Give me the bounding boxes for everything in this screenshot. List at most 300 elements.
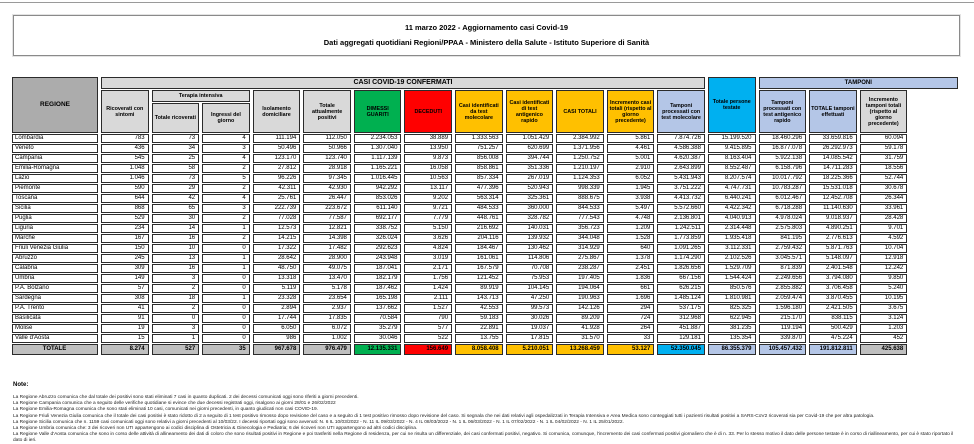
col-header-ti-ingressi: Ingressi del giorno <box>202 103 250 133</box>
table-cell: 344.048 <box>556 234 604 243</box>
table-cell: 149 <box>101 274 149 283</box>
table-cell: 871.839 <box>759 264 807 273</box>
table-cell: 23.328 <box>253 294 301 303</box>
table-cell: 4 <box>202 194 250 203</box>
col-header-tamponi-antigenico: Tamponi processati con test antigenico rapido <box>759 90 807 133</box>
table-cell: 25 <box>152 154 200 163</box>
table-cell: 52.744 <box>860 174 908 183</box>
table-cell: 2.401.548 <box>809 264 857 273</box>
note-item: La Regione Umbria comunica che: 3 dei ricoveri non UTI appartengono ai codici disciplina di Ostetricia & Ginecologia e Pediatria; 6 dei ricoveri non UTI appartengono ad altri codici disciplina. <box>13 426 418 432</box>
table-cell: 537.175 <box>657 304 705 313</box>
table-cell: 2.575.803 <box>759 224 807 233</box>
table-cell: 3.045.571 <box>759 254 807 263</box>
table-cell: 48.750 <box>253 264 301 273</box>
note-item: La Regione Valle d'Aosta comunica che sono in corso delle attività di allineamento dei dati di coloro che sono risultati positivi in Regione e poi trasferiti nella Regione di residenza, per cui ne risulta un differenziale, dei casi confermati positivi, negativo. Si comunica, comunque, l'incremento dei casi confermati positivi giornaliero che è di n. 33. Per lo stesso motivo il dato delle persone testate è in corso di riallineamento, per cui è stato riportato il dato di ieri. <box>13 432 954 444</box>
table-cell: 522 <box>404 334 452 343</box>
report-title-box <box>13 15 960 56</box>
table-cell: 13.268.459 <box>556 344 604 355</box>
table-cell: 13.755 <box>455 334 503 343</box>
table-cell: 451.887 <box>657 324 705 333</box>
table-cell: 356.723 <box>556 224 604 233</box>
region-name: Sardegna <box>12 294 98 303</box>
table-cell: 1 <box>202 254 250 263</box>
table-cell: 2.776.613 <box>809 234 857 243</box>
table-cell: 10.563 <box>404 174 452 183</box>
table-cell: 15.531.018 <box>809 184 857 193</box>
table-cell: 394.744 <box>506 154 554 163</box>
table-cell: 14.085.542 <box>809 154 857 163</box>
col-header-deceduti: DECEDUTI <box>404 90 452 133</box>
table-cell: 1.371.956 <box>556 144 604 153</box>
table-cell: 626.215 <box>657 284 705 293</box>
table-cell: 3.019 <box>404 254 452 263</box>
col-header-isolamento: Isolamento domiciliare <box>253 90 301 133</box>
table-cell: 0 <box>152 314 200 323</box>
total-row <box>12 344 958 355</box>
table-cell: 4.422.342 <box>708 204 756 213</box>
table-cell: 26.344 <box>860 194 908 203</box>
table-cell: 1.210.197 <box>556 164 604 173</box>
table-cell: 49.075 <box>303 264 351 273</box>
table-cell: 1.165.221 <box>354 164 402 173</box>
table-cell: 190.963 <box>556 294 604 303</box>
table-cell: 640 <box>607 244 655 253</box>
table-cell: 0 <box>202 324 250 333</box>
table-cell: 8.058.408 <box>455 344 503 355</box>
table-cell: 1.529.709 <box>708 264 756 273</box>
table-cell: 10.783.287 <box>759 184 807 193</box>
table-cell: 5.210.051 <box>506 344 554 355</box>
table-cell: 1 <box>202 294 250 303</box>
table-cell: 13.318 <box>253 274 301 283</box>
table-cell: 12.573 <box>253 224 301 233</box>
table-cell: 28.428 <box>860 214 908 223</box>
table-cell: 841.195 <box>759 234 807 243</box>
table-cell: 3.626 <box>404 234 452 243</box>
table-cell: 4.824 <box>404 244 452 253</box>
table-cell: 52.350.045 <box>657 344 705 355</box>
table-row <box>12 184 958 193</box>
table-cell: 1.424 <box>404 284 452 293</box>
table-cell: 143.713 <box>455 294 503 303</box>
table-cell: 888.675 <box>556 194 604 203</box>
table-cell: 1.596.180 <box>759 304 807 313</box>
table-cell: 1.945 <box>607 184 655 193</box>
table-cell: 50.966 <box>303 144 351 153</box>
table-cell: 5 <box>202 174 250 183</box>
table-cell: 28.918 <box>303 164 351 173</box>
table-cell: 8.163.404 <box>708 154 756 163</box>
table-cell: 70.584 <box>354 314 402 323</box>
table-cell: 661 <box>607 284 655 293</box>
table-cell: 856.008 <box>455 154 503 163</box>
table-row <box>12 334 958 343</box>
table-cell: 2.102.526 <box>708 254 756 263</box>
table-cell: 18.460.296 <box>759 134 807 143</box>
table-cell: 5.497 <box>607 204 655 213</box>
note-item: La Regione Emilia-Romagna comunica che sono stati eliminati 10 casi, comunicati nei giorni precedenti, in quanto giudicati non casi COVID-19. <box>13 407 319 413</box>
table-cell: 47.250 <box>506 294 554 303</box>
table-cell: 15 <box>101 334 149 343</box>
table-cell: 825.325 <box>708 304 756 313</box>
table-cell: 1.810.981 <box>708 294 756 303</box>
group-header-confermati: CASI COVID-19 CONFERMATI <box>101 77 705 89</box>
table-cell: 436 <box>101 144 149 153</box>
table-cell: 13 <box>152 254 200 263</box>
table-row <box>12 244 958 253</box>
table-cell: 667.156 <box>657 274 705 283</box>
table-cell: 165.198 <box>354 294 402 303</box>
table-cell: 452 <box>860 334 908 343</box>
col-header-ricoverati: Ricoverati con sintomi <box>101 90 149 133</box>
table-cell: 0 <box>202 304 250 313</box>
table-cell: 23.654 <box>303 294 351 303</box>
table-cell: 967.678 <box>253 344 301 355</box>
table-cell: 139.932 <box>506 234 554 243</box>
region-name: Emilia-Romagna <box>12 164 98 173</box>
table-cell: 16 <box>152 234 200 243</box>
table-cell: 1.307.040 <box>354 144 402 153</box>
table-cell: 2.111 <box>404 294 452 303</box>
table-cell: 267.019 <box>506 174 554 183</box>
table-cell: 1 <box>202 264 250 273</box>
table-cell: 0 <box>202 284 250 293</box>
table-cell: 16 <box>152 264 200 273</box>
table-cell: 130.462 <box>506 244 554 253</box>
table-cell: 9.873 <box>404 154 452 163</box>
table-cell: 156.649 <box>404 344 452 355</box>
table-cell: 161.061 <box>455 254 503 263</box>
table-cell: 123.740 <box>303 154 351 163</box>
table-cell: 1.046 <box>101 174 149 183</box>
table-cell: 17.322 <box>253 244 301 253</box>
table-cell: 360.000 <box>506 204 554 213</box>
table-cell: 8.207.574 <box>708 174 756 183</box>
table-cell: 222.739 <box>253 204 301 213</box>
table-row <box>12 204 958 213</box>
table-cell: 484.533 <box>455 204 503 213</box>
table-cell: 0 <box>202 334 250 343</box>
table-cell: 12.135.331 <box>354 344 402 355</box>
table-cell: 50.496 <box>253 144 301 153</box>
col-header-casi-molecolare: Casi identificati da test molecolare <box>455 90 503 133</box>
table-cell: 622.945 <box>708 314 756 323</box>
table-cell: 4.747.731 <box>708 184 756 193</box>
table-cell: 167.579 <box>455 264 503 273</box>
table-cell: 5.861 <box>607 134 655 143</box>
table-cell: 844.533 <box>556 204 604 213</box>
table-cell: 105.457.432 <box>759 344 807 355</box>
table-row <box>12 304 958 313</box>
table-cell: 692.177 <box>354 214 402 223</box>
table-cell: 234 <box>101 224 149 233</box>
table-cell: 325.361 <box>506 194 554 203</box>
table-cell: 2.136.801 <box>657 214 705 223</box>
table-cell: 10 <box>152 244 200 253</box>
table-cell: 6.072 <box>303 324 351 333</box>
table-cell: 309 <box>101 264 149 273</box>
table-cell: 9.850 <box>860 274 908 283</box>
table-cell: 238.287 <box>556 264 604 273</box>
table-cell: 8.274 <box>101 344 149 355</box>
table-cell: 16.058 <box>404 164 452 173</box>
table-cell: 197.405 <box>556 274 604 283</box>
table-cell: 1.836 <box>607 274 655 283</box>
table-cell: 5.572.660 <box>657 204 705 213</box>
table-cell: 216.692 <box>455 224 503 233</box>
table-cell: 42.311 <box>253 184 301 193</box>
table-cell: 31.570 <box>556 334 604 343</box>
table-cell: 3.938 <box>607 194 655 203</box>
table-row <box>12 284 958 293</box>
table-cell: 18 <box>152 294 200 303</box>
table-cell: 12.821 <box>303 224 351 233</box>
report-date-title: 11 marzo 2022 - Aggiornamento casi Covid-19 <box>404 23 569 32</box>
table-cell: 1 <box>152 334 200 343</box>
table-cell: 527 <box>152 344 200 355</box>
table-row <box>12 164 958 173</box>
group-header-terapia-intensiva: Terapia intensiva <box>152 90 250 102</box>
table-cell: 4.413.732 <box>657 194 705 203</box>
notes-section <box>13 382 960 444</box>
table-cell: 986 <box>253 334 301 343</box>
table-cell: 790 <box>404 314 452 323</box>
table-cell: 28.900 <box>303 254 351 263</box>
table-row <box>12 214 958 223</box>
col-header-persone-testate: Totale persone testate <box>708 77 756 133</box>
table-cell: 35.279 <box>354 324 402 333</box>
table-cell: 26.292.973 <box>809 144 857 153</box>
table-cell: 77.587 <box>303 214 351 223</box>
table-cell: 9.701 <box>860 224 908 233</box>
table-cell: 783 <box>101 134 149 143</box>
note-item: La Regione Sicilia comunica che n. 1159 casi comunicati oggi sono relativi a giorni precedenti al 10/03/22. I decessi riportati oggi sono avvenuti: N. 6 IL 10/03/2022 - N. 11 IL 09/03/2022 - N. 4 IL 08/03/2022 - N. 1 IL 06/03/2022 - N. 1 IL 07/02/2022 - N. 1 IL 04/02/2022 - N. 1 IL 25/01/2022. <box>13 419 624 425</box>
table-cell: 1.528 <box>607 234 655 243</box>
table-cell: 104.145 <box>506 284 554 293</box>
table-cell: 2.171 <box>404 264 452 273</box>
table-cell: 75.953 <box>506 274 554 283</box>
table-cell: 1.091.265 <box>657 244 705 253</box>
notes-label: Note: <box>13 382 29 388</box>
region-name: Liguria <box>12 224 98 233</box>
table-cell: 187.462 <box>354 284 402 293</box>
report-subtitle: Dati aggregati quotidiani Regioni/PPAA - Ministero della Salute - Istituto Superiore di Sanità <box>323 38 650 47</box>
table-cell: 13.117 <box>404 184 452 193</box>
region-name: Calabria <box>12 264 98 273</box>
table-cell: 563.314 <box>455 194 503 203</box>
table-cell: 326.024 <box>354 234 402 243</box>
table-cell: 2.643.899 <box>657 164 705 173</box>
table-cell: 6.052 <box>607 174 655 183</box>
table-cell: 1.048 <box>101 164 149 173</box>
table-cell: 3 <box>152 274 200 283</box>
table-cell: 14.215 <box>253 234 301 243</box>
table-cell: 858.861 <box>455 164 503 173</box>
table-cell: 2.249.656 <box>759 274 807 283</box>
table-cell: 2 <box>202 164 250 173</box>
table-cell: 5.119 <box>253 284 301 293</box>
table-cell: 13.470 <box>303 274 351 283</box>
table-cell: 34 <box>152 144 200 153</box>
table-cell: 998.339 <box>556 184 604 193</box>
table-cell: 0 <box>202 314 250 323</box>
table-cell: 577 <box>404 324 452 333</box>
table-cell: 338.752 <box>354 224 402 233</box>
table-cell: 30 <box>152 214 200 223</box>
table-cell: 86.355.379 <box>708 344 756 355</box>
table-header <box>12 77 958 133</box>
covid-table <box>9 76 961 356</box>
table-cell: 19 <box>101 324 149 333</box>
table-cell: 4 <box>202 154 250 163</box>
table-cell: 42.930 <box>303 184 351 193</box>
table-cell: 328.782 <box>506 214 554 223</box>
table-cell: 1.378 <box>607 254 655 263</box>
table-cell: 28.642 <box>253 254 301 263</box>
table-cell: 3.112.331 <box>708 244 756 253</box>
note-item: La Regione Friuli Venezia Giulia comunica che il totale dei casi positivi è stato ridotto di 2 a seguito di 1 test positivo rimosso dopo revisione del caso e a seguito di 1 test positivo rimosso dopo revisione del caso. Si segnala che nei dati relativi agli ospedalizzati in Terapia Intensiva e Area Medica sono conteggiati tutti i pazienti risultati positivi a SARS-CoV2 ricoverati sia per Covid-19 che per altra patologia. <box>13 413 875 419</box>
table-cell: 2.421.505 <box>809 304 857 313</box>
table-cell: 1.203 <box>860 324 908 333</box>
table-cell: 5.871.763 <box>809 244 857 253</box>
table-cell: 215.170 <box>759 314 807 323</box>
table-cell: 97.345 <box>303 174 351 183</box>
table-cell: 135.354 <box>708 334 756 343</box>
table-cell: 13.950 <box>404 144 452 153</box>
table-cell: 294 <box>607 304 655 313</box>
table-cell: 12.452.708 <box>809 194 857 203</box>
table-cell: 9.721 <box>404 204 452 213</box>
table-cell: 2 <box>202 234 250 243</box>
region-name: Campania <box>12 154 98 163</box>
table-cell: 204.116 <box>455 234 503 243</box>
table-cell: 89.209 <box>556 314 604 323</box>
table-cell: 57 <box>101 284 149 293</box>
col-header-regione: REGIONE <box>12 77 98 133</box>
table-cell: 751.257 <box>455 144 503 153</box>
table-cell: 850.576 <box>708 284 756 293</box>
table-cell: 2.384.992 <box>556 134 604 143</box>
table-row <box>12 234 958 243</box>
note-item: La Regione Campania comunica che a seguito delle verifiche quotidiane si evince che due decessi registrati oggi, risalgono ai giorni 28/01 e 26/02/2022 <box>13 401 336 407</box>
table-cell: 1.756 <box>404 274 452 283</box>
table-cell: 77.028 <box>253 214 301 223</box>
table-cell: 2.894 <box>253 304 301 313</box>
table-cell: 17.835 <box>303 314 351 323</box>
table-cell: 194.064 <box>556 284 604 293</box>
table-cell: 475.224 <box>809 334 857 343</box>
table-cell: 2.759.432 <box>759 244 807 253</box>
table-cell: 27.812 <box>253 164 301 173</box>
table-cell: 2.234.053 <box>354 134 402 143</box>
table-cell: 5.148.097 <box>809 254 857 263</box>
table-row <box>12 154 958 163</box>
table-cell: 6.158.796 <box>759 164 807 173</box>
page-top-rule <box>0 2 974 3</box>
table-cell: 1.333.563 <box>455 134 503 143</box>
table-cell: 5.178 <box>303 284 351 293</box>
table-cell: 339.870 <box>759 334 807 343</box>
table-cell: 1.174.290 <box>657 254 705 263</box>
table-cell: 19.037 <box>506 324 554 333</box>
table-cell: 724 <box>607 314 655 323</box>
table-cell: 4.040.913 <box>708 214 756 223</box>
table-cell: 1.696 <box>607 294 655 303</box>
table-cell: 59.178 <box>860 144 908 153</box>
table-cell: 42 <box>152 194 200 203</box>
table-cell: 351.336 <box>506 164 554 173</box>
table-cell: 3 <box>152 324 200 333</box>
table-cell: 33.961 <box>860 204 908 213</box>
table-cell: 38.889 <box>404 134 452 143</box>
table-cell: 2.855.882 <box>759 284 807 293</box>
table-cell: 448.761 <box>455 214 503 223</box>
region-name: Molise <box>12 324 98 333</box>
table-cell: 9.202 <box>404 194 452 203</box>
table-cell: 0 <box>202 244 250 253</box>
table-cell: 425.638 <box>860 344 908 355</box>
table-cell: 1.544.424 <box>708 274 756 283</box>
table-cell: 53.127 <box>607 344 655 355</box>
col-header-casi-totali: CASI TOTALI <box>556 90 604 133</box>
table-cell: 4.978.024 <box>759 214 807 223</box>
table-cell: 620.699 <box>506 144 554 153</box>
table-cell: 2.059.474 <box>759 294 807 303</box>
table-cell: 10.017.792 <box>759 174 807 183</box>
table-cell: 59.183 <box>455 314 503 323</box>
table-cell: 30.678 <box>860 184 908 193</box>
region-name: Basilicata <box>12 314 98 323</box>
group-header-tamponi: TAMPONI <box>759 77 958 89</box>
table-cell: 590 <box>101 184 149 193</box>
table-cell: 123.170 <box>253 154 301 163</box>
table-cell: 2.451 <box>607 264 655 273</box>
table-cell: 42.553 <box>455 304 503 313</box>
table-cell: 942.292 <box>354 184 402 193</box>
table-cell: 4.890.251 <box>809 224 857 233</box>
table-cell: 2 <box>202 214 250 223</box>
table-cell: 3 <box>202 144 250 153</box>
table-cell: 868 <box>101 204 149 213</box>
table-row <box>12 294 958 303</box>
table-cell: 9.018.937 <box>809 214 857 223</box>
table-cell: 1.002 <box>303 334 351 343</box>
table-cell: 3.675 <box>860 304 908 313</box>
table-cell: 14 <box>152 224 200 233</box>
table-cell: 18.225.366 <box>809 174 857 183</box>
table-cell: 35 <box>202 344 250 355</box>
table-cell: 0 <box>202 274 250 283</box>
table-cell: 2.314.448 <box>708 224 756 233</box>
table-cell: 16.877.078 <box>759 144 807 153</box>
table-cell: 58 <box>152 164 200 173</box>
region-name: Marche <box>12 234 98 243</box>
table-cell: 1.209 <box>607 224 655 233</box>
notes-list <box>13 395 960 444</box>
table-cell: 41 <box>101 304 149 313</box>
table-cell: 111.194 <box>253 134 301 143</box>
table-cell: 10.704 <box>860 244 908 253</box>
table-cell: 4.592 <box>860 234 908 243</box>
table-cell: 520.943 <box>506 184 554 193</box>
table-cell: 30.026 <box>506 314 554 323</box>
table-cell: 976.479 <box>303 344 351 355</box>
table-cell: 223.672 <box>303 204 351 213</box>
table-cell: 29 <box>152 184 200 193</box>
table-row <box>12 194 958 203</box>
table-row <box>12 264 958 273</box>
table-cell: 15.199.520 <box>708 134 756 143</box>
